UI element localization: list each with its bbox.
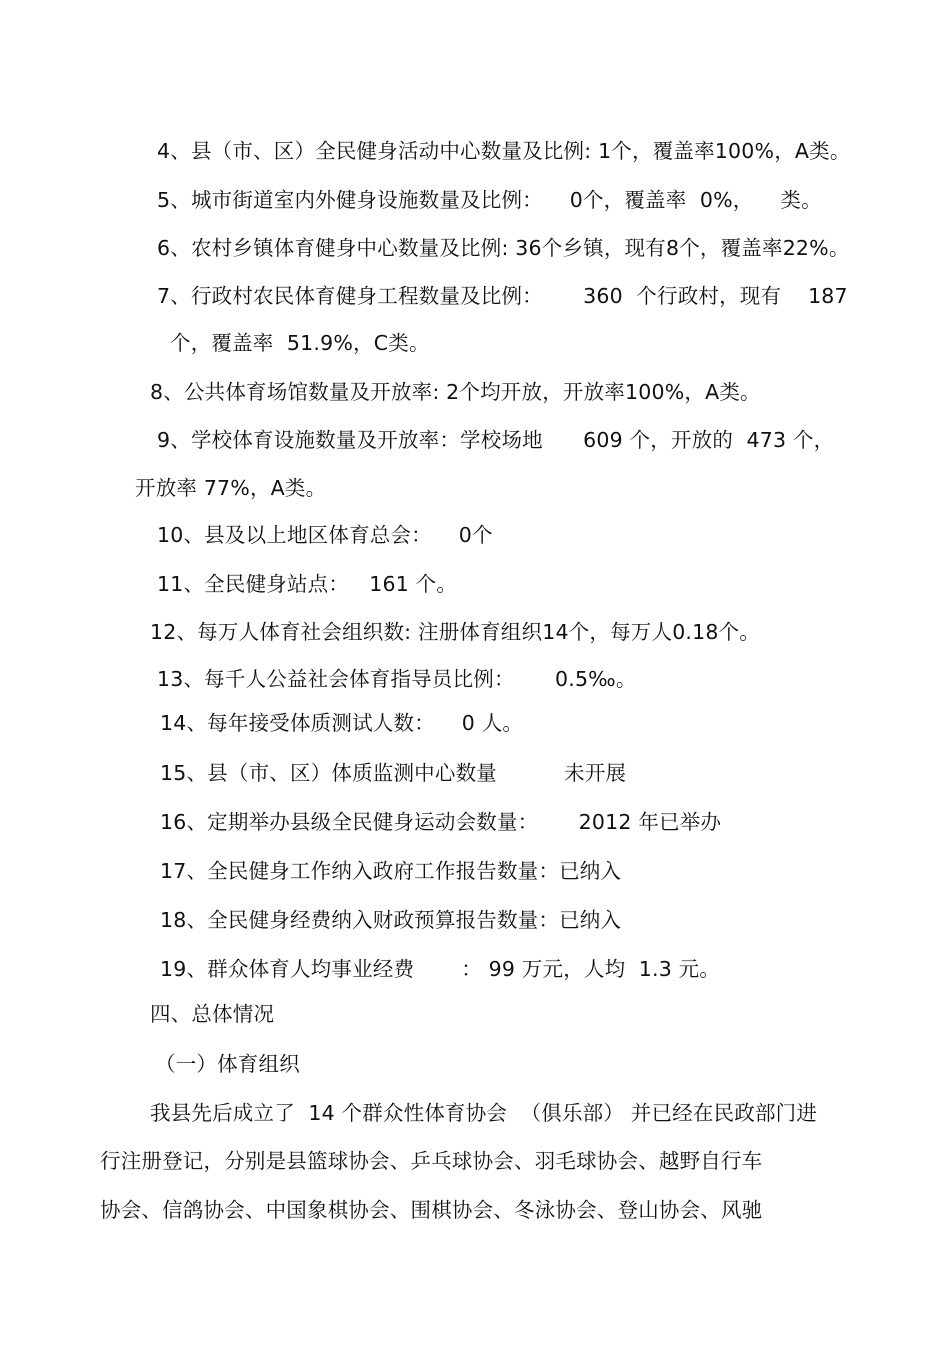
item-19-line: 19、群众体育人均事业经费 ： 99 万元，人均 1.3 元。: [160, 957, 721, 981]
item-18-line: 18、全民健身经费纳入财政预算报告数量：已纳入: [160, 908, 622, 932]
paragraph-line-1: 我县先后成立了 14 个群众性体育协会 （俱乐部） 并已经在民政部门进: [150, 1101, 818, 1125]
item-7-line: 7、行政村农民体育健身工程数量及比例： 360 个行政村，现有 187: [157, 284, 848, 308]
item-5-line: 5、城市街道室内外健身设施数量及比例： 0个，覆盖率 0%， 类。: [157, 188, 822, 212]
item-14-line: 14、每年接受体质测试人数： 0 人。: [160, 711, 524, 735]
item-17-line: 17、全民健身工作纳入政府工作报告数量：已纳入: [160, 859, 622, 883]
item-4-line: 4、县（市、区）全民健身活动中心数量及比例: 1个，覆盖率100%，A类。: [157, 139, 851, 163]
section-heading: 四、总体情况: [150, 1002, 275, 1026]
paragraph-line-2: 行注册登记，分别是县篮球协会、乒乓球协会、羽毛球协会、越野自行车: [100, 1149, 763, 1173]
item-13-line: 13、每千人公益社会体育指导员比例： 0.5‰。: [157, 667, 637, 691]
item-11-line: 11、全民健身站点： 161 个。: [157, 572, 458, 596]
item-10-line: 10、县及以上地区体育总会： 0个: [157, 523, 493, 547]
item-9-line: 9、学校体育设施数量及开放率：学校场地 609 个，开放的 473 个，: [157, 428, 835, 452]
subsection-heading: （一）体育组织: [155, 1052, 300, 1076]
item-15-line: 15、县（市、区）体质监测中心数量 未开展: [160, 761, 627, 785]
item-8-line: 8、公共体育场馆数量及开放率: 2个均开放，开放率100%，A类。: [150, 380, 761, 404]
item-12-line: 12、每万人体育社会组织数: 注册体育组织14个，每万人0.18个。: [150, 620, 761, 644]
item-6-line: 6、农村乡镇体育健身中心数量及比例: 36个乡镇，现有8个，覆盖率22%。: [157, 236, 850, 260]
item-16-line: 16、定期举办县级全民健身运动会数量： 2012 年已举办: [160, 810, 722, 834]
item-7-continuation: 个，覆盖率 51.9%，C类。: [170, 331, 430, 355]
paragraph-line-3: 协会、信鸽协会、中国象棋协会、围棋协会、冬泳协会、登山协会、风驰: [100, 1198, 763, 1222]
item-9-continuation: 开放率 77%，A类。: [135, 476, 327, 500]
